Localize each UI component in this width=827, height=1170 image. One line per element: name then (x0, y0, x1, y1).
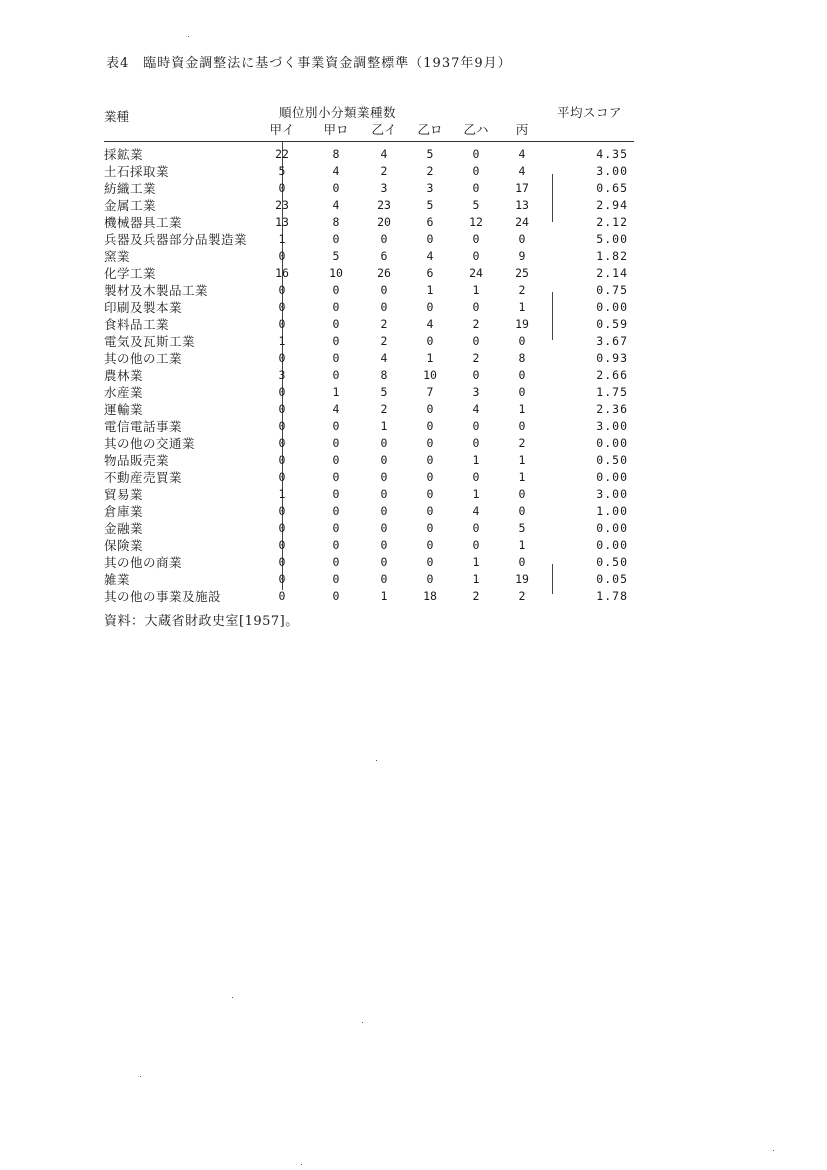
table-row (104, 231, 634, 248)
count-cell: 0 (332, 504, 340, 518)
average-score-cell: 3.00 (596, 487, 628, 501)
industry-name: 其の他の事業及施設 (104, 589, 222, 604)
industry-name: 兵器及兵器部分品製造業 (104, 232, 248, 247)
count-cell: 0 (426, 453, 434, 467)
count-cell: 4 (380, 351, 388, 365)
count-cell: 1 (278, 334, 286, 348)
count-cell: 0 (472, 249, 480, 263)
average-score-cell: 2.14 (596, 266, 628, 280)
count-cell: 4 (332, 164, 340, 178)
table-row (104, 265, 634, 282)
count-cell: 1 (472, 555, 480, 569)
count-cell: 0 (472, 232, 480, 246)
table-row (104, 384, 634, 401)
industry-name: 食料品工業 (104, 317, 170, 332)
average-score-cell: 0.93 (596, 351, 628, 365)
industry-name: 窯業 (104, 249, 131, 264)
count-cell: 0 (278, 572, 286, 586)
industry-name: 化学工業 (104, 266, 157, 281)
source-note: 資料：大蔵省財政史室[1957]。 (104, 614, 299, 629)
count-cell: 0 (332, 317, 340, 331)
count-cell: 3 (426, 181, 434, 195)
count-cell: 24 (469, 266, 483, 280)
rank-group-header: 順位別小分類業種数 (279, 105, 397, 120)
sub-header-kou-i: 甲イ (269, 122, 295, 137)
count-cell: 0 (278, 538, 286, 552)
industry-name: 保険業 (104, 538, 144, 553)
count-cell: 18 (423, 589, 437, 603)
count-cell: 0 (278, 300, 286, 314)
table-row (104, 537, 634, 554)
table-row (104, 197, 634, 214)
sub-header-otsu-i: 乙イ (371, 122, 397, 137)
count-cell: 2 (380, 164, 388, 178)
count-cell: 1 (472, 572, 480, 586)
count-cell: 17 (515, 181, 529, 195)
table-row (104, 435, 634, 452)
count-cell: 1 (278, 232, 286, 246)
count-cell: 5 (426, 198, 434, 212)
count-cell: 26 (377, 266, 391, 280)
count-cell: 0 (278, 351, 286, 365)
industry-name: 金属工業 (104, 198, 157, 213)
count-cell: 0 (426, 300, 434, 314)
count-cell: 0 (472, 334, 480, 348)
count-cell: 25 (515, 266, 529, 280)
average-score-cell: 1.78 (596, 589, 628, 603)
count-cell: 2 (518, 436, 526, 450)
count-cell: 5 (278, 164, 286, 178)
count-cell: 23 (377, 198, 391, 212)
count-cell: 4 (426, 317, 434, 331)
table-row (104, 367, 634, 384)
table-row (104, 401, 634, 418)
count-cell: 4 (472, 504, 480, 518)
count-cell: 4 (518, 164, 526, 178)
count-cell: 1 (426, 351, 434, 365)
industry-name: 採鉱業 (104, 147, 144, 162)
average-score-cell: 3.00 (596, 164, 628, 178)
industry-name: 其の他の工業 (104, 351, 183, 366)
count-cell: 0 (380, 504, 388, 518)
count-cell: 0 (472, 164, 480, 178)
count-cell: 8 (518, 351, 526, 365)
average-score-cell: 0.05 (596, 572, 628, 586)
table-row (104, 503, 634, 520)
count-cell: 0 (518, 555, 526, 569)
table-row (104, 469, 634, 486)
count-cell: 0 (518, 385, 526, 399)
count-cell: 0 (426, 470, 434, 484)
table-title: 表4 臨時資金調整法に基づく事業資金調整標準（1937年9月） (106, 56, 512, 71)
count-cell: 4 (332, 198, 340, 212)
industry-name: 機械器具工業 (104, 215, 183, 230)
table-row (104, 452, 634, 469)
count-cell: 0 (426, 487, 434, 501)
count-cell: 2 (518, 589, 526, 603)
count-cell: 0 (332, 232, 340, 246)
count-cell: 0 (426, 436, 434, 450)
count-cell: 8 (380, 368, 388, 382)
count-cell: 0 (278, 555, 286, 569)
industry-name: 其の他の交通業 (104, 436, 196, 451)
count-cell: 0 (472, 436, 480, 450)
count-cell: 0 (380, 555, 388, 569)
count-cell: 0 (332, 181, 340, 195)
average-score-cell: 0.00 (596, 470, 628, 484)
count-cell: 0 (332, 589, 340, 603)
count-cell: 0 (426, 504, 434, 518)
count-cell: 0 (380, 572, 388, 586)
average-score-cell: 3.67 (596, 334, 628, 348)
industry-name: 運輸業 (104, 402, 144, 417)
average-score-cell: 1.00 (596, 504, 628, 518)
industry-name: 土石採取業 (104, 164, 170, 179)
count-cell: 0 (426, 334, 434, 348)
count-cell: 2 (426, 164, 434, 178)
count-cell: 0 (332, 538, 340, 552)
average-score-cell: 0.00 (596, 538, 628, 552)
count-cell: 1 (278, 487, 286, 501)
count-cell: 0 (332, 283, 340, 297)
sub-header-otsu-ro: 乙ロ (417, 122, 443, 137)
count-cell: 0 (332, 300, 340, 314)
average-score-cell: 0.00 (596, 436, 628, 450)
count-cell: 1 (472, 453, 480, 467)
industry-name: 貿易業 (104, 487, 144, 502)
count-cell: 0 (380, 300, 388, 314)
table-row (104, 486, 634, 503)
header-rule (104, 141, 634, 142)
count-cell: 0 (380, 283, 388, 297)
count-cell: 0 (332, 436, 340, 450)
count-cell: 0 (332, 487, 340, 501)
sub-header-otsu-ha: 乙ハ (463, 122, 489, 137)
count-cell: 0 (332, 453, 340, 467)
count-cell: 19 (515, 572, 529, 586)
count-cell: 1 (380, 589, 388, 603)
count-cell: 0 (426, 402, 434, 416)
count-cell: 19 (515, 317, 529, 331)
sub-header-hei: 丙 (515, 122, 529, 137)
industry-name: 印刷及製本業 (104, 300, 183, 315)
count-cell: 5 (472, 198, 480, 212)
count-cell: 10 (423, 368, 437, 382)
count-cell: 24 (515, 215, 529, 229)
count-cell: 0 (278, 589, 286, 603)
count-cell: 0 (518, 368, 526, 382)
count-cell: 2 (472, 351, 480, 365)
count-cell: 0 (426, 555, 434, 569)
count-cell: 5 (518, 521, 526, 535)
count-cell: 23 (275, 198, 289, 212)
count-cell: 0 (472, 538, 480, 552)
average-score-cell: 2.12 (596, 215, 628, 229)
table-row (104, 350, 634, 367)
count-cell: 7 (426, 385, 434, 399)
average-score-cell: 0.50 (596, 555, 628, 569)
table-body (104, 146, 634, 605)
count-cell: 0 (426, 232, 434, 246)
industry-name: 製材及木製品工業 (104, 283, 209, 298)
average-score-cell: 2.66 (596, 368, 628, 382)
table-row (104, 299, 634, 316)
table-row (104, 282, 634, 299)
industry-name: 電気及瓦斯工業 (104, 334, 196, 349)
average-score-cell: 2.94 (596, 198, 628, 212)
count-cell: 0 (332, 572, 340, 586)
count-cell: 0 (332, 419, 340, 433)
count-cell: 0 (472, 147, 480, 161)
count-cell: 0 (332, 470, 340, 484)
count-cell: 0 (278, 419, 286, 433)
count-cell: 0 (278, 181, 286, 195)
count-cell: 8 (332, 215, 340, 229)
count-cell: 4 (518, 147, 526, 161)
count-cell: 0 (278, 402, 286, 416)
sub-header-kou-ro: 甲ロ (323, 122, 349, 137)
count-cell: 5 (332, 249, 340, 263)
count-cell: 0 (426, 572, 434, 586)
count-cell: 16 (275, 266, 289, 280)
industry-name: 其の他の商業 (104, 555, 183, 570)
average-score-cell: 0.50 (596, 453, 628, 467)
count-cell: 2 (380, 334, 388, 348)
count-cell: 12 (469, 215, 483, 229)
count-cell: 4 (472, 402, 480, 416)
industry-name: 不動産売買業 (104, 470, 183, 485)
count-cell: 5 (380, 385, 388, 399)
table-row (104, 214, 634, 231)
count-cell: 1 (518, 453, 526, 467)
industry-name: 金融業 (104, 521, 144, 536)
industry-name: 物品販売業 (104, 453, 170, 468)
average-score-header: 平均スコア (556, 105, 622, 120)
industry-name: 倉庫業 (104, 504, 144, 519)
average-score-cell: 5.00 (596, 232, 628, 246)
count-cell: 0 (278, 385, 286, 399)
count-cell: 2 (380, 317, 388, 331)
count-cell: 2 (380, 402, 388, 416)
count-cell: 13 (515, 198, 529, 212)
count-cell: 0 (278, 317, 286, 331)
count-cell: 20 (377, 215, 391, 229)
count-cell: 2 (518, 283, 526, 297)
average-score-cell: 0.75 (596, 283, 628, 297)
count-cell: 10 (329, 266, 343, 280)
count-cell: 0 (380, 470, 388, 484)
score-table (104, 104, 634, 605)
industry-name: 電信電話事業 (104, 419, 183, 434)
count-cell: 1 (518, 300, 526, 314)
count-cell: 0 (278, 436, 286, 450)
count-cell: 0 (278, 504, 286, 518)
count-cell: 0 (332, 521, 340, 535)
count-cell: 6 (380, 249, 388, 263)
table-row (104, 146, 634, 163)
count-cell: 1 (472, 283, 480, 297)
count-cell: 0 (518, 334, 526, 348)
count-cell: 4 (426, 249, 434, 263)
count-cell: 0 (380, 487, 388, 501)
count-cell: 8 (332, 147, 340, 161)
count-cell: 0 (380, 538, 388, 552)
count-cell: 0 (380, 232, 388, 246)
table-row (104, 180, 634, 197)
count-cell: 1 (518, 470, 526, 484)
count-cell: 13 (275, 215, 289, 229)
count-cell: 0 (380, 453, 388, 467)
average-score-cell: 4.35 (596, 147, 628, 161)
count-cell: 0 (332, 368, 340, 382)
count-cell: 0 (380, 436, 388, 450)
count-cell: 1 (472, 487, 480, 501)
count-cell: 2 (472, 589, 480, 603)
count-cell: 0 (472, 368, 480, 382)
count-cell: 0 (472, 470, 480, 484)
table-row (104, 316, 634, 333)
table-row (104, 248, 634, 265)
table-row (104, 418, 634, 435)
count-cell: 3 (472, 385, 480, 399)
average-score-cell: 2.36 (596, 402, 628, 416)
count-cell: 0 (278, 249, 286, 263)
average-score-cell: 3.00 (596, 419, 628, 433)
average-score-cell: 0.00 (596, 521, 628, 535)
industry-column-header: 業種 (104, 109, 130, 124)
count-cell: 4 (380, 147, 388, 161)
count-cell: 0 (278, 521, 286, 535)
count-cell: 0 (472, 300, 480, 314)
count-cell: 1 (380, 419, 388, 433)
count-cell: 0 (332, 334, 340, 348)
count-cell: 5 (426, 147, 434, 161)
count-cell: 0 (426, 521, 434, 535)
count-cell: 0 (426, 419, 434, 433)
count-cell: 0 (472, 521, 480, 535)
table-row (104, 571, 634, 588)
count-cell: 0 (518, 419, 526, 433)
industry-name: 雑業 (104, 572, 131, 587)
count-cell: 1 (518, 402, 526, 416)
count-cell: 4 (332, 402, 340, 416)
count-cell: 0 (518, 232, 526, 246)
average-score-cell: 0.59 (596, 317, 628, 331)
count-cell: 3 (278, 368, 286, 382)
table-row (104, 333, 634, 350)
table-row (104, 520, 634, 537)
count-cell: 1 (332, 385, 340, 399)
industry-name: 紡織工業 (104, 181, 157, 196)
average-score-cell: 1.75 (596, 385, 628, 399)
count-cell: 0 (278, 470, 286, 484)
average-score-cell: 1.82 (596, 249, 628, 263)
table-row (104, 554, 634, 571)
count-cell: 1 (518, 538, 526, 552)
count-cell: 0 (332, 555, 340, 569)
table-row (104, 588, 634, 605)
count-cell: 6 (426, 215, 434, 229)
average-score-cell: 0.00 (596, 300, 628, 314)
count-cell: 22 (275, 147, 289, 161)
table-header (104, 104, 634, 146)
count-cell: 1 (426, 283, 434, 297)
count-cell: 0 (472, 419, 480, 433)
average-score-cell: 0.65 (596, 181, 628, 195)
count-cell: 0 (472, 181, 480, 195)
count-cell: 0 (332, 351, 340, 365)
count-cell: 9 (518, 249, 526, 263)
count-cell: 2 (472, 317, 480, 331)
count-cell: 0 (426, 538, 434, 552)
count-cell: 0 (380, 521, 388, 535)
count-cell: 0 (518, 487, 526, 501)
industry-name: 農林業 (104, 368, 144, 383)
count-cell: 6 (426, 266, 434, 280)
count-cell: 0 (278, 453, 286, 467)
count-cell: 0 (518, 504, 526, 518)
count-cell: 0 (278, 283, 286, 297)
industry-name: 水産業 (104, 385, 144, 400)
table-row (104, 163, 634, 180)
count-cell: 3 (380, 181, 388, 195)
